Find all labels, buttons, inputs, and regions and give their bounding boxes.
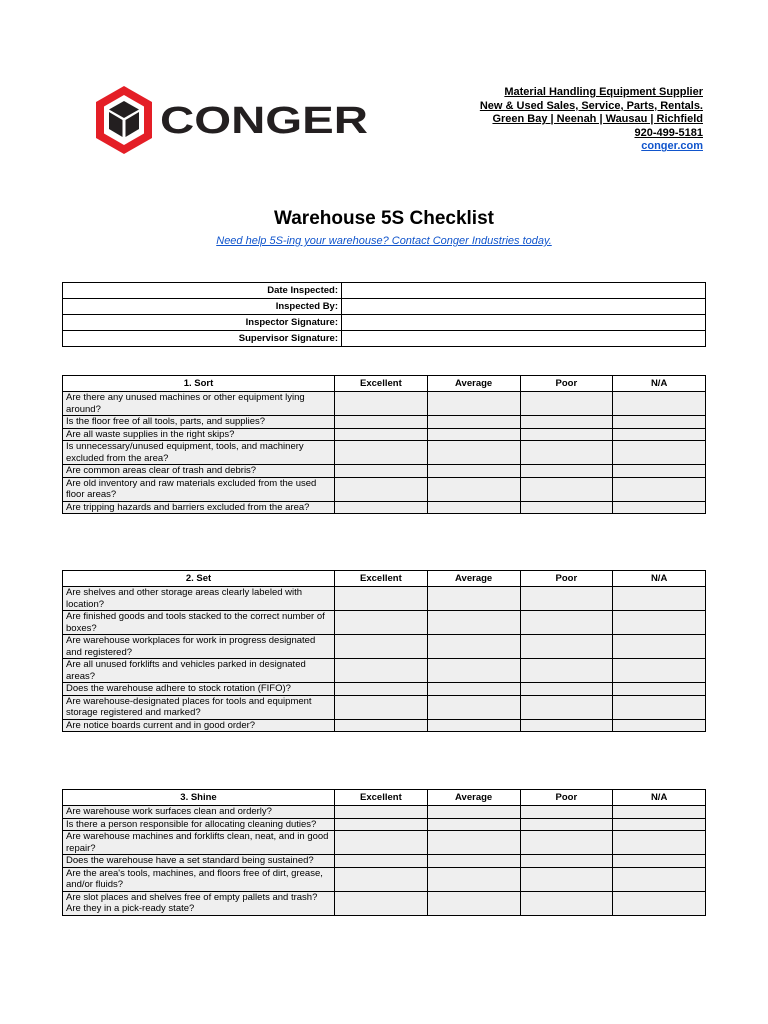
rating-cell-excellent[interactable] [335,501,428,514]
checklist-question: Are tripping hazards and barriers excluded from the area? [63,501,335,514]
section-title: 1. Sort [63,376,335,392]
inspector-signature-label: Inspector Signature: [63,315,342,331]
rating-cell-na[interactable] [613,441,706,465]
checklist-row [63,587,706,611]
rating-cell-average[interactable] [427,611,520,635]
rating-cell-poor[interactable] [520,891,613,915]
column-header-na: N/A [613,376,706,392]
rating-cell-average[interactable] [427,891,520,915]
rating-cell-poor[interactable] [520,635,613,659]
rating-cell-na[interactable] [613,659,706,683]
checklist-question: Are old inventory and raw materials excluded from the used floor areas? [63,477,335,501]
checklist-row [63,695,706,719]
rating-cell-average[interactable] [427,806,520,819]
rating-cell-excellent[interactable] [335,695,428,719]
column-header-excellent: Excellent [335,571,428,587]
checklist-question: Are warehouse workplaces for work in progress designated and registered? [63,635,335,659]
checklist-row [63,831,706,855]
rating-cell-average[interactable] [427,477,520,501]
rating-cell-average[interactable] [427,867,520,891]
website-link[interactable]: conger.com [641,140,703,153]
rating-cell-na[interactable] [613,465,706,478]
checklist-question: Are warehouse machines and forklifts clean, neat, and in good repair? [63,831,335,855]
rating-cell-excellent[interactable] [335,441,428,465]
rating-cell-na[interactable] [613,695,706,719]
date-inspected-field[interactable] [342,283,706,299]
rating-cell-average[interactable] [427,392,520,416]
section-header-row [63,571,706,587]
rating-cell-na[interactable] [613,635,706,659]
section-header-row [63,376,706,392]
checklist-row [63,659,706,683]
rating-cell-na[interactable] [613,719,706,732]
section-header-row [63,790,706,806]
phone-number[interactable]: 920-499-5181 [634,126,703,139]
rating-cell-poor[interactable] [520,611,613,635]
rating-cell-average[interactable] [427,635,520,659]
column-header-poor: Poor [520,790,613,806]
rating-cell-poor[interactable] [520,477,613,501]
checklist-row [63,392,706,416]
checklist-row [63,719,706,732]
rating-cell-average[interactable] [427,659,520,683]
checklist-row [63,806,706,819]
checklist-question: Does the warehouse adhere to stock rotation (FIFO)? [63,683,335,696]
inspected-by-label: Inspected By: [63,299,342,315]
checklist-question: Are the area's tools, machines, and floors free of dirt, grease, and/or fluids? [63,867,335,891]
rating-cell-average[interactable] [427,719,520,732]
rating-cell-excellent[interactable] [335,818,428,831]
checklist-row [63,611,706,635]
rating-cell-average[interactable] [427,855,520,868]
rating-cell-poor[interactable] [520,683,613,696]
rating-cell-excellent[interactable] [335,831,428,855]
rating-cell-average[interactable] [427,501,520,514]
rating-cell-excellent[interactable] [335,891,428,915]
rating-cell-poor[interactable] [520,501,613,514]
rating-cell-poor[interactable] [520,831,613,855]
column-header-na: N/A [613,790,706,806]
checklist-row [63,428,706,441]
rating-cell-na[interactable] [613,477,706,501]
info-row [63,299,706,315]
rating-cell-excellent[interactable] [335,719,428,732]
rating-cell-excellent[interactable] [335,428,428,441]
checklist-row [63,416,706,429]
section-title: 3. Shine [63,790,335,806]
conger-logo [96,86,372,154]
rating-cell-na[interactable] [613,867,706,891]
checklist-row [63,855,706,868]
rating-cell-excellent[interactable] [335,611,428,635]
rating-cell-excellent[interactable] [335,587,428,611]
rating-cell-na[interactable] [613,806,706,819]
rating-cell-poor[interactable] [520,587,613,611]
checklist-row [63,465,706,478]
checklist-question: Are notice boards current and in good order? [63,719,335,732]
rating-cell-excellent[interactable] [335,635,428,659]
rating-cell-excellent[interactable] [335,806,428,819]
rating-cell-excellent[interactable] [335,477,428,501]
shine-checklist-table [62,789,706,916]
checklist-question: Is there a person responsible for allocating cleaning duties? [63,818,335,831]
rating-cell-na[interactable] [613,428,706,441]
rating-cell-excellent[interactable] [335,683,428,696]
checklist-question: Are slot places and shelves free of empty pallets and trash? Are they in a pick-ready state? [63,891,335,915]
rating-cell-poor[interactable] [520,695,613,719]
checklist-row [63,501,706,514]
date-inspected-label: Date Inspected: [63,283,342,299]
checklist-row [63,683,706,696]
rating-cell-na[interactable] [613,416,706,429]
svg-text:CONGER: CONGER [160,100,368,142]
rating-cell-na[interactable] [613,891,706,915]
checklist-question: Is unnecessary/unused equipment, tools, and machinery excluded from the area? [63,441,335,465]
rating-cell-poor[interactable] [520,867,613,891]
rating-cell-average[interactable] [427,818,520,831]
rating-cell-na[interactable] [613,611,706,635]
contact-block [480,86,703,154]
checklist-row [63,891,706,915]
rating-cell-na[interactable] [613,818,706,831]
rating-cell-poor[interactable] [520,428,613,441]
sort-checklist-table [62,375,706,514]
rating-cell-na[interactable] [613,855,706,868]
rating-cell-excellent[interactable] [335,416,428,429]
rating-cell-average[interactable] [427,441,520,465]
checklist-question: Are there any unused machines or other equipment lying around? [63,392,335,416]
column-header-average: Average [427,376,520,392]
supervisor-signature-field[interactable] [342,331,706,347]
checklist-row [63,635,706,659]
inspected-by-field[interactable] [342,299,706,315]
info-row [63,315,706,331]
rating-cell-average[interactable] [427,416,520,429]
rating-cell-poor[interactable] [520,818,613,831]
rating-cell-average[interactable] [427,683,520,696]
checklist-question: Are warehouse work surfaces clean and orderly? [63,806,335,819]
supervisor-signature-label: Supervisor Signature: [63,331,342,347]
column-header-na: N/A [613,571,706,587]
checklist-question: Are all waste supplies in the right skips? [63,428,335,441]
column-header-excellent: Excellent [335,376,428,392]
rating-cell-na[interactable] [613,831,706,855]
checklist-question: Are warehouse-designated places for tools and equipment storage registered and marked? [63,695,335,719]
checklist-question: Does the warehouse have a set standard being sustained? [63,855,335,868]
set-checklist-table [62,570,706,732]
tagline: Material Handling Equipment Supplier [504,86,703,98]
column-header-excellent: Excellent [335,790,428,806]
inspector-signature-field[interactable] [342,315,706,331]
rating-cell-poor[interactable] [520,806,613,819]
rating-cell-poor[interactable] [520,659,613,683]
rating-cell-poor[interactable] [520,416,613,429]
column-header-average: Average [427,790,520,806]
rating-cell-average[interactable] [427,465,520,478]
services-line: New & Used Sales, Service, Parts, Rentals. [479,99,703,112]
contact-link[interactable]: Need help 5S-ing your warehouse? Contact Conger Industries today. [216,235,552,247]
rating-cell-average[interactable] [427,831,520,855]
checklist-question: Are all unused forklifts and vehicles parked in designated areas? [63,659,335,683]
rating-cell-excellent[interactable] [335,855,428,868]
rating-cell-poor[interactable] [520,392,613,416]
rating-cell-na[interactable] [613,683,706,696]
inspection-info-table [62,282,706,347]
rating-cell-poor[interactable] [520,441,613,465]
info-row [63,283,706,299]
checklist-row [63,441,706,465]
checklist-question: Are shelves and other storage areas clearly labeled with location? [63,587,335,611]
checklist-question: Is the floor free of all tools, parts, and supplies? [63,416,335,429]
rating-cell-poor[interactable] [520,855,613,868]
rating-cell-excellent[interactable] [335,465,428,478]
rating-cell-excellent[interactable] [335,659,428,683]
rating-cell-na[interactable] [613,587,706,611]
rating-cell-average[interactable] [427,428,520,441]
checklist-row [63,867,706,891]
checklist-question: Are common areas clear of trash and debris? [63,465,335,478]
rating-cell-excellent[interactable] [335,392,428,416]
column-header-poor: Poor [520,571,613,587]
rating-cell-na[interactable] [613,392,706,416]
column-header-poor: Poor [520,376,613,392]
column-header-average: Average [427,571,520,587]
page-title: Warehouse 5S Checklist [274,208,494,229]
rating-cell-poor[interactable] [520,465,613,478]
checklist-row [63,818,706,831]
rating-cell-average[interactable] [427,587,520,611]
section-title: 2. Set [63,571,335,587]
checklist-question: Are finished goods and tools stacked to the correct number of boxes? [63,611,335,635]
locations-line: Green Bay | Neenah | Wausau | Richfield [492,113,703,126]
checklist-row [63,477,706,501]
info-row [63,331,706,347]
rating-cell-average[interactable] [427,695,520,719]
rating-cell-na[interactable] [613,501,706,514]
rating-cell-poor[interactable] [520,719,613,732]
rating-cell-excellent[interactable] [335,867,428,891]
